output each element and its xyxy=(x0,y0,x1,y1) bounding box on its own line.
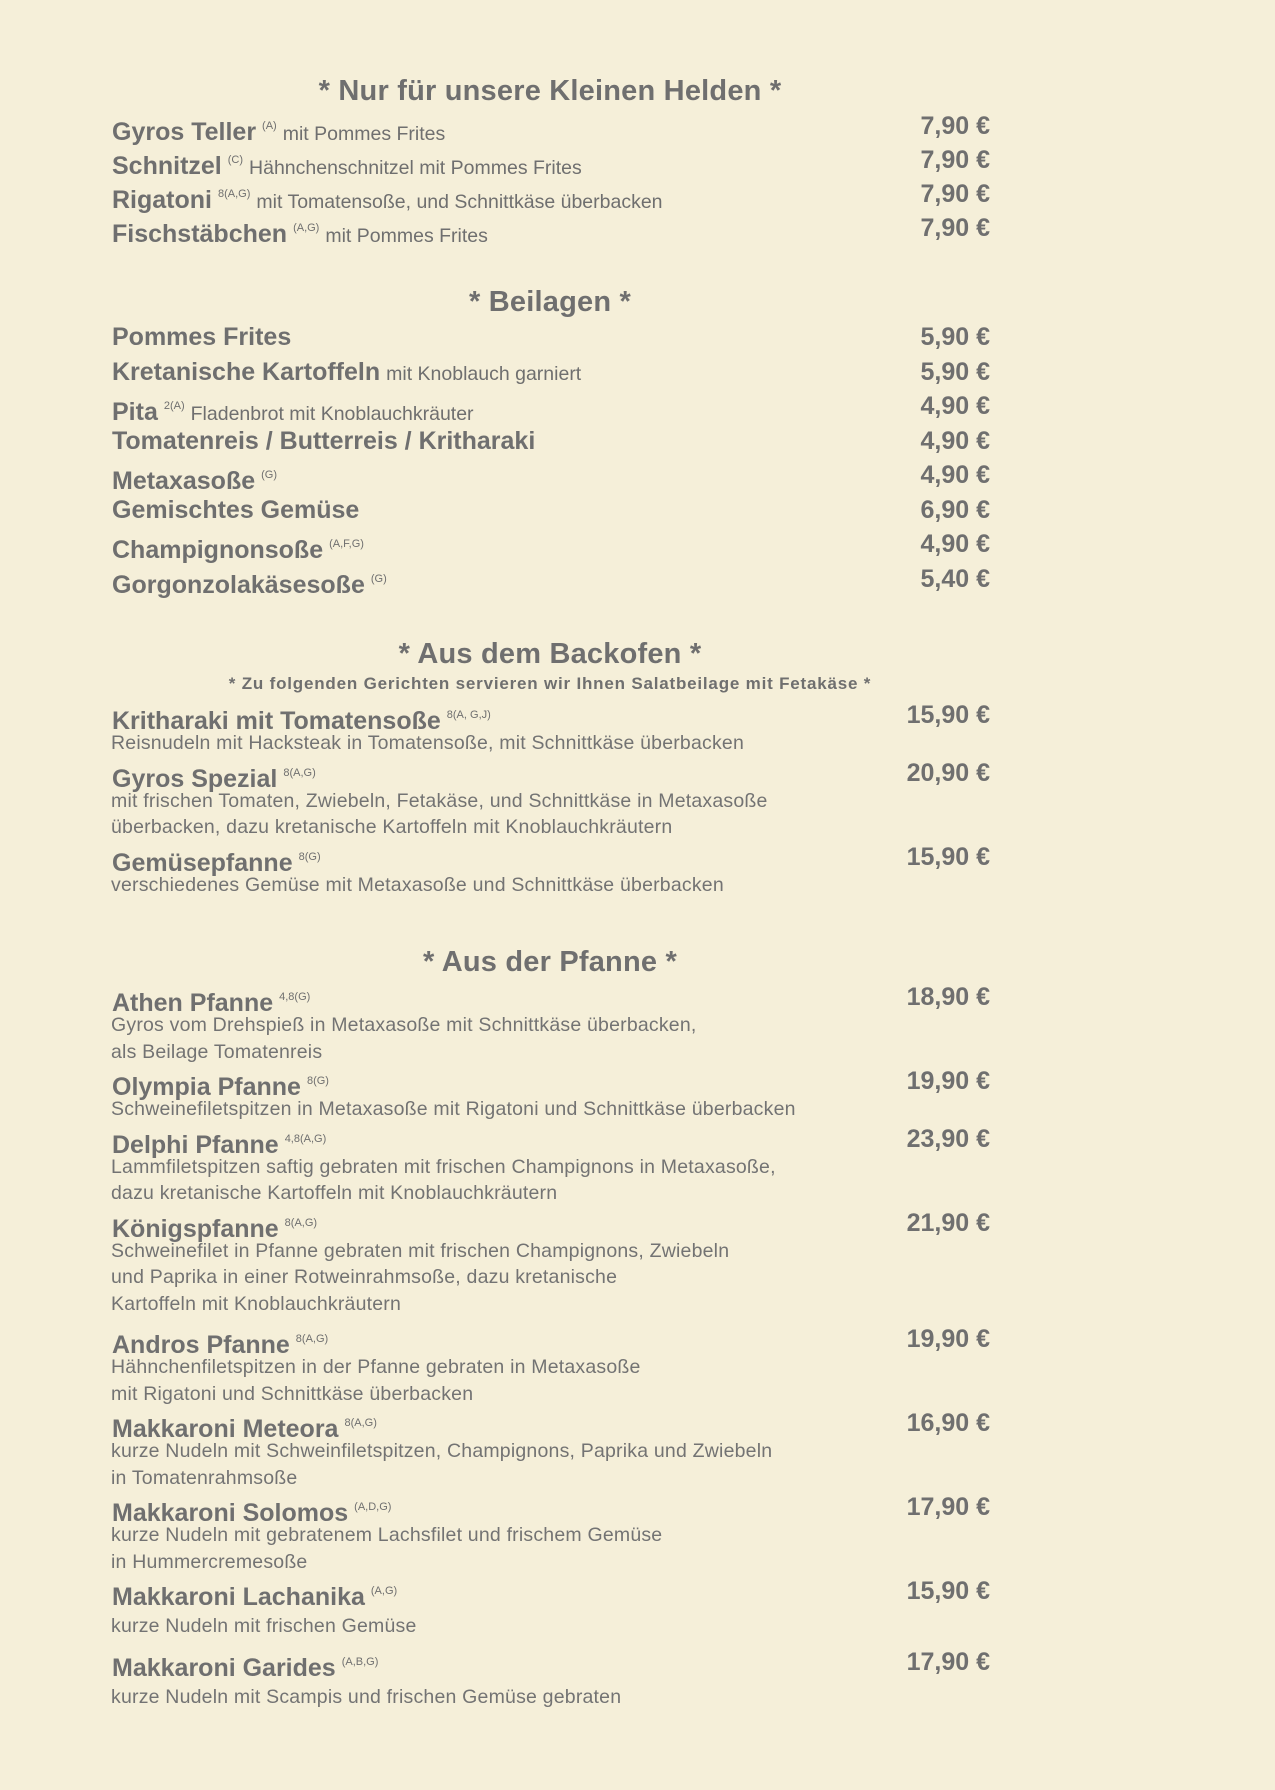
dish-price: 17,90 € xyxy=(906,1647,990,1676)
dish-price: 4,90 € xyxy=(920,426,990,455)
menu-item xyxy=(110,563,990,598)
menu-item xyxy=(110,144,990,178)
allergen-codes: 8(G) xyxy=(306,1075,329,1087)
menu-item xyxy=(110,212,990,246)
dish-description-line: Schweinefiletspitzen in Metaxasoße mit Rigatoni und Schnittkäse überbacken xyxy=(111,1098,796,1120)
dish-price: 17,90 € xyxy=(906,1493,990,1521)
dish-description-line: kurze Nudeln mit gebratenem Lachsfilet und frischem Gemüse xyxy=(111,1524,663,1546)
dish-title: Gyros Teller xyxy=(112,118,257,146)
dish-title: Makkaroni Meteora xyxy=(112,1415,339,1443)
dish-title: Makkaroni Garides xyxy=(112,1653,336,1682)
dish-price: 23,90 € xyxy=(906,1124,990,1153)
dish-price: 15,90 € xyxy=(906,701,990,729)
menu-item xyxy=(110,356,990,391)
menu-item-row xyxy=(110,110,990,144)
allergen-codes: 8(A,G) xyxy=(283,766,316,779)
dish-title: Rigatoni xyxy=(112,186,212,214)
dish-description-line: in Tomatenrahmsoße xyxy=(111,1466,298,1489)
menu-item xyxy=(110,459,990,494)
allergen-codes: 4,8(G) xyxy=(279,991,311,1003)
dish-description-line: verschiedenes Gemüse mit Metaxasoße und Schnittkäse überbacken xyxy=(111,873,724,896)
dish-title: Gemischtes Gemüse xyxy=(112,495,360,524)
menu-item xyxy=(110,321,990,356)
menu-item xyxy=(110,1407,990,1491)
dish-price: 4,90 € xyxy=(920,392,990,420)
allergen-codes: (A,F,G) xyxy=(329,538,364,550)
menu-item xyxy=(110,1323,990,1407)
dish-name xyxy=(112,841,321,879)
pan-section xyxy=(110,943,990,1710)
menu-item-row xyxy=(110,528,990,563)
menu-item xyxy=(110,1491,990,1575)
dish-title: Fischstäbchen xyxy=(112,220,288,248)
menu-item-row xyxy=(110,841,990,877)
dish-price: 4,90 € xyxy=(920,530,990,558)
dish-price: 18,90 € xyxy=(906,983,990,1011)
menu-item-row xyxy=(110,1646,990,1684)
allergen-codes: (A,G) xyxy=(370,1585,398,1597)
allergen-codes: (A,B,G) xyxy=(341,1655,379,1668)
dish-name xyxy=(112,1123,326,1161)
section-note: * Zu folgenden Gerichten servieren wir Ihnen Salatbeilage mit Fetakäse * xyxy=(228,674,872,693)
menu-item xyxy=(110,390,990,425)
dish-price: 16,90 € xyxy=(906,1409,990,1437)
menu-item-row xyxy=(110,356,990,391)
allergen-codes: 4,8(A,G) xyxy=(284,1132,327,1145)
dish-title: Kritharaki mit Tomatensoße xyxy=(112,707,441,735)
dish-price: 5,90 € xyxy=(920,323,990,351)
dish-name xyxy=(112,981,310,1019)
dish-inline-description: mit Pommes Frites xyxy=(282,123,446,145)
menu-item xyxy=(110,757,990,841)
dish-inline-description: Fladenbrot mit Knoblauchkräuter xyxy=(190,403,474,425)
allergen-codes: 8(A,G) xyxy=(295,1333,329,1345)
menu-item-row xyxy=(110,425,990,460)
menu-item xyxy=(110,699,990,757)
dish-description-line: Lammfiletspitzen saftig gebraten mit frischen Champignons in Metaxasoße, xyxy=(111,1155,776,1178)
menu-item-row xyxy=(110,1207,990,1243)
dish-description-line: kurze Nudeln mit frischen Gemüse xyxy=(111,1615,417,1637)
dish-price: 19,90 € xyxy=(906,1067,990,1095)
menu-item xyxy=(110,528,990,563)
dish-description-line: Gyros vom Drehspieß in Metaxasoße mit Schnittkäse überbacken, xyxy=(111,1014,697,1036)
dish-name xyxy=(112,1575,397,1613)
menu-item xyxy=(110,1646,990,1711)
menu-item xyxy=(110,1123,990,1207)
dish-price: 7,90 € xyxy=(920,214,990,242)
dish-inline-description: mit Tomatensoße, und Schnittkäse überbacken xyxy=(256,191,663,213)
dish-price: 15,90 € xyxy=(906,842,990,871)
dish-title: Makkaroni Lachanika xyxy=(112,1583,365,1611)
dish-price: 5,40 € xyxy=(920,564,990,593)
dish-inline-description: Hähnchenschnitzel mit Pommes Frites xyxy=(249,157,582,179)
dish-name xyxy=(112,425,535,457)
allergen-codes: 8(A,G) xyxy=(284,1216,318,1229)
dish-name xyxy=(112,1065,329,1103)
dish-name xyxy=(112,321,291,353)
allergen-codes: 8(A, G,J) xyxy=(446,709,491,721)
oven-section xyxy=(110,635,990,898)
dish-description-line: Hähnchenfiletspitzen in der Pfanne gebraten in Metaxasoße xyxy=(111,1356,641,1378)
dish-price: 7,90 € xyxy=(920,112,990,140)
allergen-codes: (G) xyxy=(370,572,387,585)
dish-name xyxy=(112,1207,317,1245)
menu-item-row xyxy=(110,1575,990,1613)
dish-title: Makkaroni Solomos xyxy=(112,1499,349,1527)
menu-item-row xyxy=(110,178,990,212)
dish-title: Pommes Frites xyxy=(112,323,292,351)
menu-item xyxy=(110,981,990,1065)
dish-description-line: und Paprika in einer Rotweinrahmsoße, dazu kretanische xyxy=(111,1266,618,1288)
menu-item xyxy=(110,494,990,529)
menu-item-row xyxy=(110,563,990,598)
dish-description-line: kurze Nudeln mit Schweinfiletspitzen, Champignons, Paprika und Zwiebeln xyxy=(111,1440,773,1462)
sides-section xyxy=(110,283,990,597)
dish-name xyxy=(112,528,364,566)
dish-title: Metaxasoße xyxy=(112,467,256,495)
dish-title: Olympia Pfanne xyxy=(112,1073,301,1101)
dish-name xyxy=(112,1323,328,1361)
dish-title: Pita xyxy=(112,398,158,426)
allergen-codes: 2(A) xyxy=(163,400,185,412)
menu-item xyxy=(110,1575,990,1640)
dish-title: Gorgonzolakäsesoße xyxy=(112,570,365,599)
menu-item-row xyxy=(110,1491,990,1527)
dish-name xyxy=(112,563,387,601)
dish-price: 7,90 € xyxy=(920,146,990,174)
dish-description-line: Reisnudeln mit Hacksteak in Tomatensoße, mit Schnittkäse überbacken xyxy=(111,732,745,754)
dish-description-line: in Hummercremesoße xyxy=(111,1550,308,1573)
dish-title: Tomatenreis / Butterreis / Kritharaki xyxy=(112,426,536,455)
dish-description-line: Kartoffeln mit Knoblauchkräutern xyxy=(111,1292,402,1315)
dish-name xyxy=(112,494,359,526)
dish-inline-description: mit Pommes Frites xyxy=(325,225,488,247)
dish-price: 4,90 € xyxy=(920,461,990,489)
dish-price: 21,90 € xyxy=(906,1208,990,1237)
dish-description-line: mit frischen Tomaten, Zwiebeln, Fetakäse, und Schnittkäse in Metaxasoße xyxy=(111,789,768,812)
kids-list xyxy=(110,110,990,246)
menu-item-row xyxy=(110,1065,990,1101)
menu-item xyxy=(110,841,990,899)
kids-section xyxy=(110,72,990,246)
dish-title: Andros Pfanne xyxy=(112,1331,290,1359)
section-title: * Aus der Pfanne * xyxy=(423,946,677,978)
dish-price: 15,90 € xyxy=(906,1577,990,1605)
menu-item-row xyxy=(110,212,990,246)
allergen-codes: 8(A,G) xyxy=(218,188,251,200)
allergen-codes: (A,D,G) xyxy=(354,1501,392,1513)
dish-description-line: überbacken, dazu kretanische Kartoffeln mit Knoblauchkräutern xyxy=(111,816,673,838)
menu-item-row xyxy=(110,390,990,425)
menu-item xyxy=(110,178,990,212)
dish-name xyxy=(112,212,488,252)
dish-price: 19,90 € xyxy=(906,1325,990,1353)
allergen-codes: (G) xyxy=(261,469,278,481)
sides-list xyxy=(110,321,990,597)
dish-inline-description: mit Knoblauch garniert xyxy=(386,362,582,385)
dish-price: 6,90 € xyxy=(920,495,990,524)
dish-name xyxy=(112,1491,391,1529)
menu-item xyxy=(110,110,990,144)
dish-title: Delphi Pfanne xyxy=(112,1130,279,1159)
dish-price: 7,90 € xyxy=(920,180,990,208)
dish-description-line: mit Rigatoni und Schnittkäse überbacken xyxy=(111,1382,474,1405)
menu-item-row xyxy=(110,981,990,1017)
menu-item-row xyxy=(110,144,990,178)
allergen-codes: (C) xyxy=(227,154,244,166)
allergen-codes: (A,G) xyxy=(293,222,320,234)
dish-title: Königspfanne xyxy=(112,1214,279,1243)
dish-name xyxy=(112,356,581,390)
menu-item-row xyxy=(110,459,990,494)
menu-item xyxy=(110,425,990,460)
menu-item-row xyxy=(110,1323,990,1359)
dish-title: Gyros Spezial xyxy=(112,764,278,793)
menu-item-row xyxy=(110,699,990,735)
allergen-codes: (A) xyxy=(262,120,277,132)
menu-item-row xyxy=(110,321,990,356)
dish-name xyxy=(112,757,316,795)
dish-title: Schnitzel xyxy=(112,152,222,180)
menu-item-row xyxy=(110,494,990,529)
menu-item xyxy=(110,1065,990,1123)
dish-title: Athen Pfanne xyxy=(112,989,274,1017)
oven-list xyxy=(110,699,990,898)
dish-description-line: Schweinefilet in Pfanne gebraten mit frischen Champignons, Zwiebeln xyxy=(111,1239,730,1262)
section-title: * Beilagen * xyxy=(469,286,631,318)
dish-title: Gemüsepfanne xyxy=(112,848,293,877)
dish-price: 5,90 € xyxy=(920,357,990,386)
menu-item-row xyxy=(110,1123,990,1159)
allergen-codes: 8(G) xyxy=(298,850,321,863)
menu-item-row xyxy=(110,1407,990,1443)
dish-name xyxy=(112,1646,378,1684)
dish-description-line: als Beilage Tomatenreis xyxy=(111,1040,323,1063)
allergen-codes: 8(A,G) xyxy=(344,1417,377,1429)
dish-description-line: kurze Nudeln mit Scampis und frischen Gemüse gebraten xyxy=(111,1685,622,1708)
pan-list xyxy=(110,981,990,1710)
dish-title: Champignonsoße xyxy=(112,536,324,564)
dish-name xyxy=(112,1407,377,1445)
section-title: * Nur für unsere Kleinen Helden * xyxy=(318,75,782,107)
dish-title: Kretanische Kartoffeln xyxy=(112,357,381,386)
menu-item xyxy=(110,1207,990,1318)
menu-item-row xyxy=(110,757,990,793)
dish-description-line: dazu kretanische Kartoffeln mit Knoblauchkräutern xyxy=(111,1182,558,1204)
dish-name xyxy=(112,699,491,737)
dish-price: 20,90 € xyxy=(906,758,990,787)
section-title: * Aus dem Backofen * xyxy=(398,638,702,670)
dish-name xyxy=(112,459,277,497)
